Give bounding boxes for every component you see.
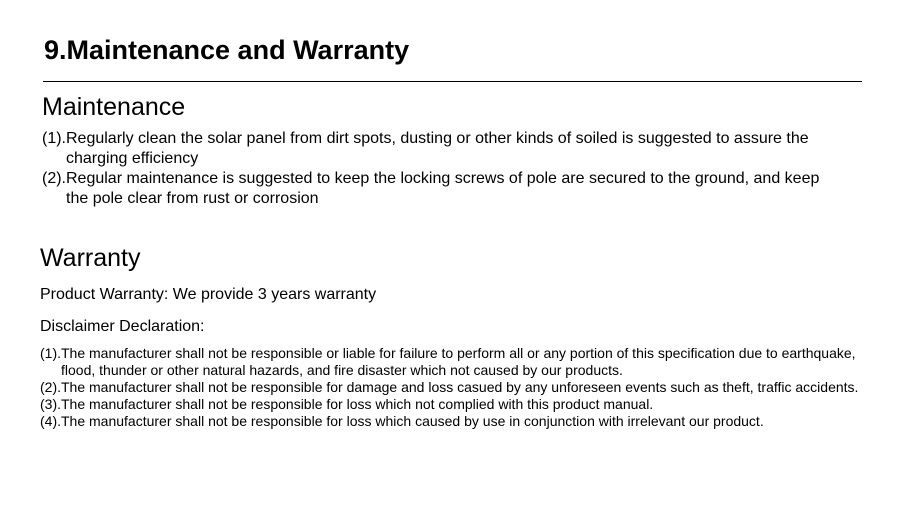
- page-title: 9.Maintenance and Warranty: [44, 35, 410, 65]
- maintenance-heading: Maintenance: [42, 93, 186, 121]
- disclaimer-title: Disclaimer Declaration:: [40, 318, 205, 335]
- disclaimer-item: (1).The manufacturer shall not be responsible or liable for failure to perform all or any portion of this specification due to earthquake, flood, thunder or other natural hazards, and fire disaster which not caused by our products.: [40, 345, 856, 378]
- maintenance-item: (1).Regularly clean the solar panel from dirt spots, dusting or other kinds of soiled is suggested to assure the charging efficiency: [42, 130, 809, 167]
- disclaimer-item: (2).The manufacturer shall not be responsible for damage and loss casued by any unforeseen events such as theft, traffic accidents.: [40, 379, 859, 395]
- disclaimer-item: (3).The manufacturer shall not be responsible for loss which not complied with this product manual.: [40, 396, 654, 412]
- title-divider: [43, 81, 862, 82]
- warranty-heading: Warranty: [40, 244, 141, 272]
- maintenance-list: [42, 129, 842, 209]
- disclaimer-item: (4).The manufacturer shall not be responsible for loss which caused by use in conjunction with irrelevant our product.: [40, 413, 764, 429]
- disclaimer-list: [40, 345, 870, 430]
- maintenance-item: (2).Regular maintenance is suggested to keep the locking screws of pole are secured to the ground, and keep the pole clear from rust or corrosion: [42, 170, 820, 207]
- product-warranty-text: Product Warranty: We provide 3 years warranty: [40, 286, 377, 303]
